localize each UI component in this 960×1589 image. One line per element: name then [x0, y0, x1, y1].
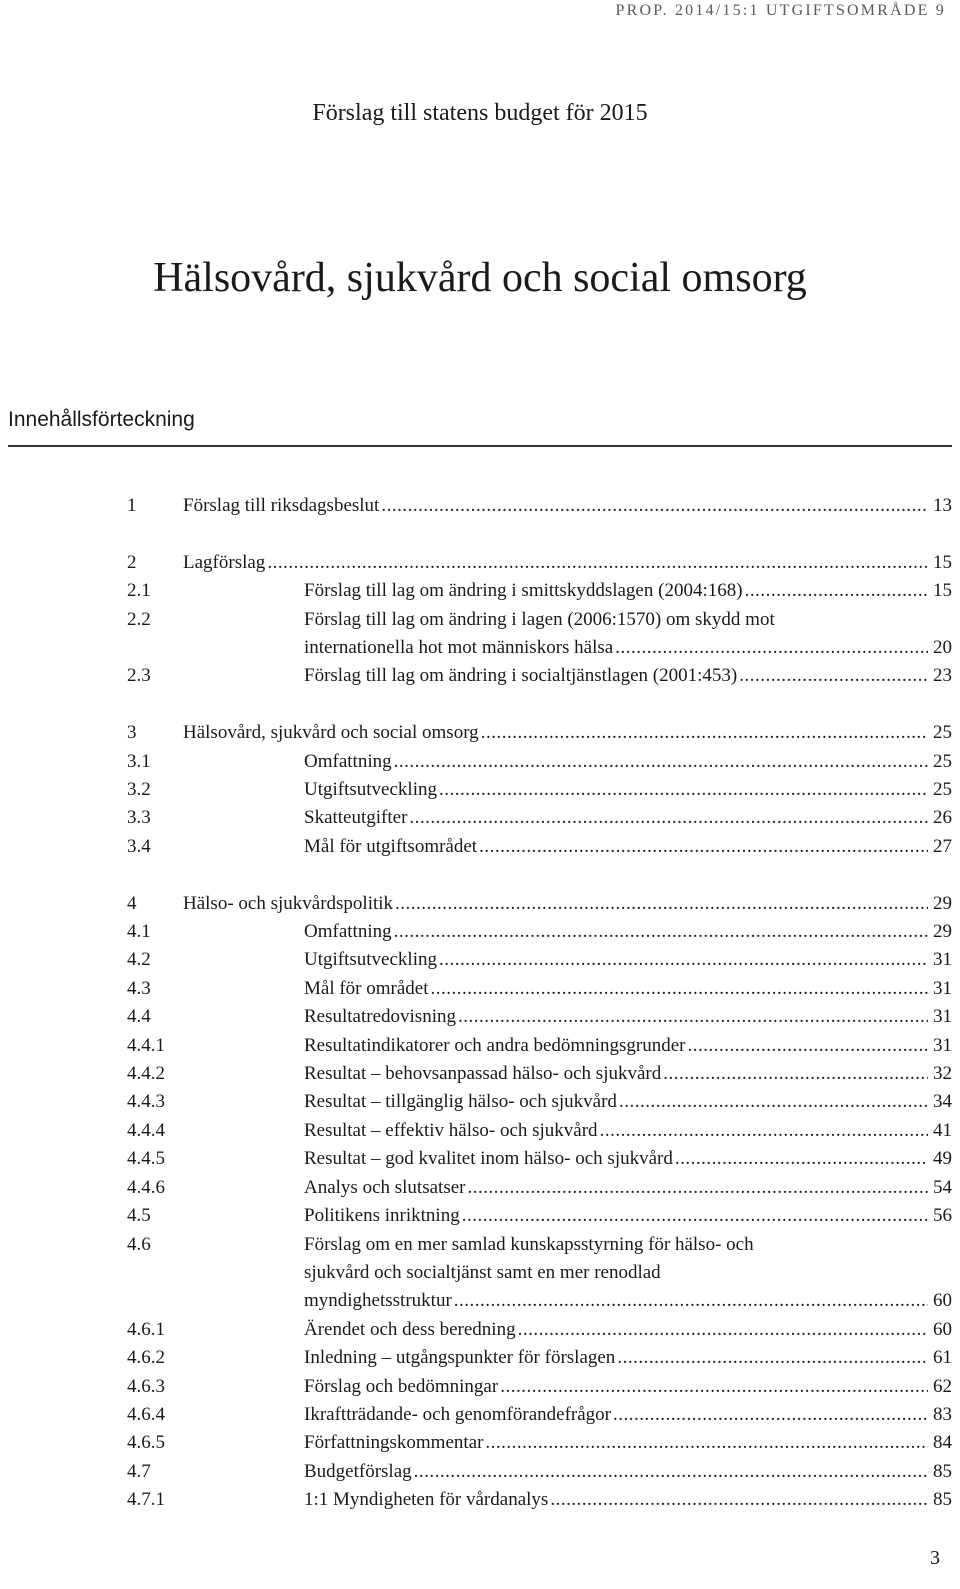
- toc-entry-title: Utgiftsutveckling: [304, 949, 437, 971]
- toc-entry-title: Mål för utgiftsområdet: [304, 835, 478, 857]
- toc-entry[interactable]: [0, 776, 960, 804]
- toc-entry[interactable]: [0, 1003, 960, 1031]
- toc-entry-page: 25: [933, 722, 952, 744]
- toc-leader-dots: [394, 748, 928, 776]
- toc-entry-page: 31: [933, 1006, 952, 1028]
- toc-entry-title: Förslag till lag om ändring i smittskyddslagen (2004:168): [304, 580, 743, 602]
- toc-entry[interactable]: [0, 1174, 960, 1202]
- toc-entry-page: 56: [933, 1205, 952, 1227]
- toc-entry-page: 29: [933, 892, 952, 914]
- running-header: PROP. 2014/15:1 UTGIFTSOMRÅDE 9: [615, 2, 946, 19]
- toc-entry[interactable]: [0, 833, 960, 861]
- toc-entry-title: Analys och slutsatser: [304, 1176, 466, 1198]
- toc-entry-number: 4.6.3: [127, 1375, 165, 1397]
- toc-entry-number: 4.6.4: [127, 1403, 165, 1425]
- toc-leader-dots: [454, 1287, 928, 1315]
- toc-leader-dots: [267, 549, 928, 577]
- toc-entry-title: Ikraftträdande- och genomförandefrågor: [304, 1403, 612, 1425]
- toc-entry-page: 27: [933, 835, 952, 857]
- toc-entry[interactable]: [0, 492, 960, 520]
- toc-entry-page: 31: [933, 1034, 952, 1056]
- toc-leader-dots: [613, 1401, 928, 1429]
- toc-entry-number: 4.4: [127, 1006, 151, 1028]
- toc-entry-title: Resultat – tillgänglig hälso- och sjukvård: [304, 1091, 617, 1113]
- toc-entry-title: Förslag till riksdagsbeslut: [183, 495, 380, 516]
- toc-leader-dots: [617, 1344, 928, 1372]
- toc-entry[interactable]: [0, 606, 960, 663]
- toc-entry-page: 15: [933, 551, 952, 573]
- toc-entry-page: 25: [933, 779, 952, 801]
- toc-entry-number: 4.2: [127, 949, 151, 971]
- toc-entry[interactable]: [0, 577, 960, 605]
- toc-entry-number: 4.5: [127, 1205, 151, 1227]
- toc-entry-title: Politikens inriktning: [304, 1205, 460, 1227]
- toc-entry-title: Inledning – utgångspunkter för förslagen: [304, 1347, 616, 1369]
- toc-leader-dots: [739, 662, 928, 690]
- toc-entry-title: Lagförslag: [183, 551, 266, 573]
- toc-entry-number: 2.2: [127, 608, 151, 630]
- toc-entry-title: Omfattning: [304, 921, 392, 943]
- toc-entry-title: Resultat – effektiv hälso- och sjukvård: [304, 1119, 598, 1141]
- toc-entry-title: internationella hot mot människors hälsa: [304, 637, 614, 659]
- toc-entry[interactable]: [0, 946, 960, 974]
- toc-entry[interactable]: [0, 662, 960, 690]
- toc-entry[interactable]: [0, 804, 960, 832]
- toc-entry[interactable]: [0, 1088, 960, 1116]
- toc-entry-number: 4.4.3: [127, 1091, 165, 1113]
- toc-entry-number: 3.3: [127, 807, 151, 829]
- toc-leader-dots: [479, 833, 928, 861]
- toc-entry-title: Skatteutgifter: [304, 807, 408, 829]
- toc-entry-title: Resultatindikatorer och andra bedömningsgrunder: [304, 1034, 686, 1056]
- toc-entry-page: 29: [933, 921, 952, 943]
- toc-entry[interactable]: [0, 890, 960, 918]
- toc-entry-number: 4.6.2: [127, 1347, 165, 1369]
- toc-entry[interactable]: [0, 748, 960, 776]
- toc-leader-dots: [600, 1117, 928, 1145]
- toc-entry[interactable]: [0, 1486, 960, 1514]
- toc-leader-dots: [550, 1486, 928, 1514]
- toc-entry-number: 4.4.5: [127, 1148, 165, 1170]
- toc-entry-title: Budgetförslag: [304, 1460, 412, 1482]
- toc-entry-page: 20: [933, 637, 952, 659]
- toc-leader-dots: [485, 1429, 928, 1457]
- toc-entry-title: Förslag om en mer samlad kunskapsstyrning för hälso- och: [304, 1233, 754, 1255]
- toc-entry-number: 4.6.5: [127, 1432, 165, 1454]
- toc-entry-page: 25: [933, 750, 952, 772]
- toc-leader-dots: [395, 890, 928, 918]
- toc-divider: [8, 445, 952, 447]
- toc-entry[interactable]: [0, 1145, 960, 1173]
- toc-entry-page: 49: [933, 1148, 952, 1170]
- toc-entry-title: Författningskommentar: [304, 1432, 484, 1454]
- toc-leader-dots: [675, 1145, 928, 1173]
- toc-entry[interactable]: [0, 1231, 960, 1316]
- toc-entry[interactable]: [0, 549, 960, 577]
- toc-entry-number: 3.2: [127, 779, 151, 801]
- toc-leader-dots: [394, 918, 928, 946]
- toc-leader-dots: [500, 1373, 928, 1401]
- toc-leader-dots: [409, 804, 928, 832]
- toc-leader-dots: [481, 719, 928, 747]
- toc-entry[interactable]: [0, 918, 960, 946]
- toc-leader-dots: [458, 1003, 928, 1031]
- toc-leader-dots: [467, 1174, 928, 1202]
- toc-heading: Innehållsförteckning: [8, 408, 195, 431]
- toc-entry-page: 41: [933, 1119, 952, 1141]
- toc-entry-page: 34: [933, 1091, 952, 1113]
- toc-entry-page: 15: [933, 580, 952, 602]
- toc-entry-title: Förslag och bedömningar: [304, 1375, 499, 1397]
- toc-entry-title: Förslag till lag om ändring i socialtjänstlagen (2001:453): [304, 665, 738, 687]
- toc-entry-number: 1: [127, 495, 137, 516]
- toc-entry-page: 85: [933, 1460, 952, 1482]
- toc-leader-dots: [431, 975, 928, 1003]
- toc-entry-page: 54: [933, 1176, 952, 1198]
- toc-entry-number: 4.6: [127, 1233, 151, 1255]
- toc-entry[interactable]: [0, 1032, 960, 1060]
- toc-entry-title: Hälso- och sjukvårdspolitik: [183, 892, 394, 914]
- toc-entry-title: Hälsovård, sjukvård och social omsorg: [183, 722, 479, 744]
- toc-entry-number: 4.7: [127, 1460, 151, 1482]
- document-subtitle: Förslag till statens budget för 2015: [312, 100, 648, 126]
- toc-entry-page: 60: [933, 1318, 952, 1340]
- toc-leader-dots: [687, 1032, 928, 1060]
- toc-leader-dots: [462, 1202, 928, 1230]
- toc-entry-title: myndighetsstruktur: [304, 1290, 452, 1312]
- document-title: Hälsovård, sjukvård och social omsorg: [153, 255, 807, 301]
- toc-entry-number: 4.1: [127, 921, 151, 943]
- toc-entry-page: 83: [933, 1403, 952, 1425]
- toc-entry-number: 2.1: [127, 580, 151, 602]
- toc-entry-page: 31: [933, 949, 952, 971]
- toc-entry-title: Förslag till lag om ändring i lagen (2006:1570) om skydd mot: [304, 608, 775, 630]
- toc-entry-page: 62: [933, 1375, 952, 1397]
- toc-entry-title: Omfattning: [304, 750, 392, 772]
- toc-entry-number: 4.4.4: [127, 1119, 165, 1141]
- toc-entry[interactable]: [0, 1202, 960, 1230]
- toc-entry-title: 1:1 Myndigheten för vårdanalys: [304, 1489, 549, 1511]
- toc-leader-dots: [414, 1458, 928, 1486]
- toc-entry-number: 4.6.1: [127, 1318, 165, 1340]
- toc-entry[interactable]: [0, 975, 960, 1003]
- toc-entry[interactable]: [0, 1458, 960, 1486]
- toc-entry-page: 31: [933, 977, 952, 999]
- toc-entry-number: 3.4: [127, 835, 151, 857]
- toc-entry-page: 85: [933, 1489, 952, 1511]
- toc-entry-page: 26: [933, 807, 952, 829]
- toc-entry-title: Resultat – behovsanpassad hälso- och sjukvård: [304, 1063, 662, 1085]
- toc-entry-title: Utgiftsutveckling: [304, 779, 437, 801]
- toc-leader-dots: [381, 492, 928, 520]
- toc-leader-dots: [745, 577, 928, 605]
- toc-entry[interactable]: [0, 1429, 960, 1457]
- toc-entry-page: 61: [933, 1347, 952, 1369]
- toc-entry-page: 32: [933, 1063, 952, 1085]
- toc-entry[interactable]: [0, 1344, 960, 1372]
- toc-leader-dots: [663, 1060, 928, 1088]
- toc-entry-page: 23: [933, 665, 952, 687]
- toc-entry-number: 4.4.6: [127, 1176, 165, 1198]
- toc-leader-dots: [518, 1316, 928, 1344]
- toc-leader-dots: [619, 1088, 928, 1116]
- table-of-contents: [0, 492, 960, 1515]
- toc-leader-dots: [439, 946, 928, 974]
- toc-entry[interactable]: [0, 1401, 960, 1429]
- toc-entry-number: 4.3: [127, 977, 151, 999]
- toc-entry-number: 3: [127, 722, 137, 744]
- toc-entry-title: Ärendet och dess beredning: [304, 1318, 516, 1340]
- toc-entry-title: Resultatredovisning: [304, 1006, 456, 1028]
- toc-entry-number: 4.4.1: [127, 1034, 165, 1056]
- toc-entry-page: 60: [933, 1290, 952, 1312]
- toc-entry-number: 4.4.2: [127, 1063, 165, 1085]
- toc-entry[interactable]: [0, 1117, 960, 1145]
- page-number: 3: [930, 1547, 940, 1569]
- toc-entry-number: 2: [127, 551, 137, 573]
- toc-entry-number: 4.7.1: [127, 1489, 165, 1511]
- toc-entry[interactable]: [0, 1060, 960, 1088]
- toc-entry[interactable]: [0, 1316, 960, 1344]
- toc-leader-dots: [615, 634, 928, 662]
- toc-entry-title: Mål för området: [304, 977, 429, 999]
- toc-entry-title: Resultat – god kvalitet inom hälso- och sjukvård: [304, 1148, 673, 1170]
- toc-entry-number: 4: [127, 892, 137, 914]
- toc-entry[interactable]: [0, 719, 960, 747]
- toc-entry-number: 3.1: [127, 750, 151, 772]
- toc-entry-number: 2.3: [127, 665, 151, 687]
- toc-entry-page: 13: [933, 495, 952, 516]
- toc-entry-title: sjukvård och socialtjänst samt en mer renodlad: [304, 1261, 661, 1283]
- toc-leader-dots: [439, 776, 928, 804]
- toc-entry[interactable]: [0, 1373, 960, 1401]
- toc-entry-page: 84: [933, 1432, 952, 1454]
